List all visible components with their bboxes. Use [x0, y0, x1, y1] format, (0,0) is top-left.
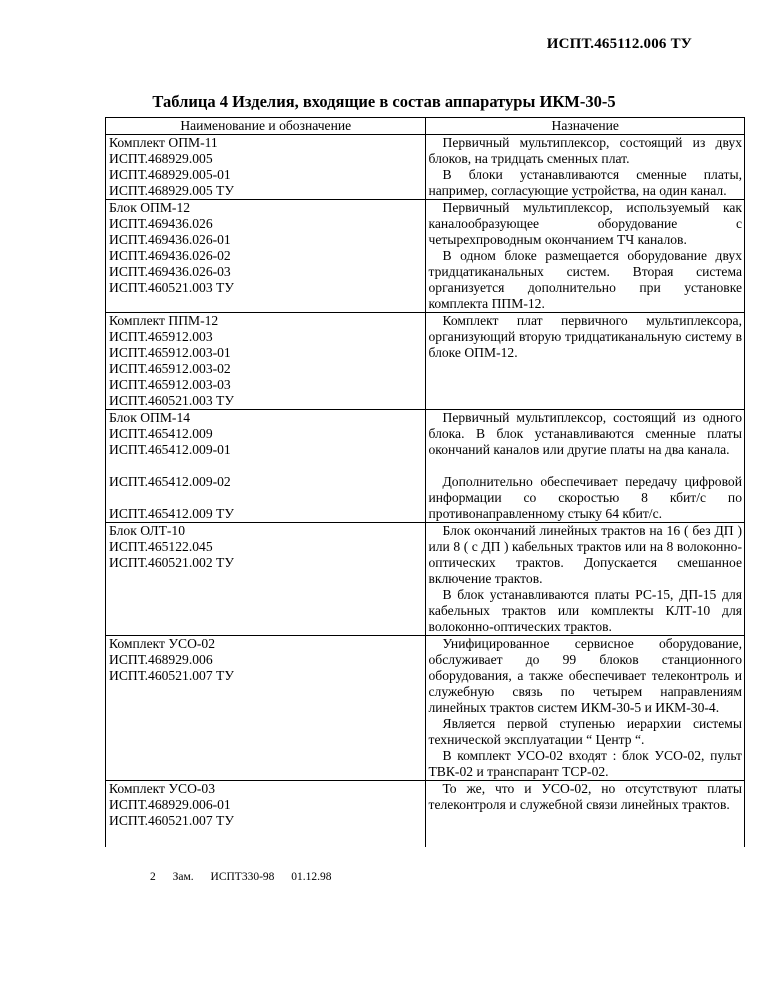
table-row — [106, 410, 745, 459]
designation-line: ИСПТ.469436.026-03 — [109, 264, 231, 279]
cell-name — [106, 781, 426, 830]
table-row — [106, 636, 745, 781]
purpose-paragraph: Первичный мультиплексор, состоящий из одного блока. В блок устанавливаются сменные платы окончаний каналов или другие платы на два канала. — [428, 410, 742, 457]
designation-line: ИСПТ.460521.007 ТУ — [109, 668, 234, 683]
change-document: ИСПТ330-98 — [210, 871, 275, 883]
purpose-paragraph: Первичный мультиплексор, используемый как каналообразующее оборудование с четырехпроводным окончанием ТЧ каналов. — [428, 200, 742, 247]
designation-line: ИСПТ.460521.002 ТУ — [109, 555, 234, 570]
table-caption: Таблица 4 Изделия, входящие в состав аппаратуры ИКМ-30-5 — [152, 92, 616, 111]
designation-line: ИСПТ.465912.003-01 — [109, 345, 231, 360]
designation-line — [109, 490, 423, 506]
designation-line: Блок ОПМ-12 — [109, 200, 191, 215]
table-row — [106, 313, 745, 410]
cell-name — [106, 135, 426, 200]
purpose-paragraph: Дополнительно обеспечивает передачу цифровой информации со скоростью 8 кбит/с по противонаправленному стыку 64 кбит/с. — [428, 474, 742, 521]
designation-line: ИСПТ.460521.003 ТУ — [109, 280, 234, 295]
purpose-paragraph: В комплект УСО-02 входят : блок УСО-02, пульт ТВК-02 и транспарант ТСР-02. — [428, 748, 742, 779]
designation-line: Блок ОЛТ-10 — [109, 523, 185, 538]
designation-line: ИСПТ.469436.026 — [109, 216, 213, 231]
table-row — [106, 781, 745, 830]
designation-line: ИСПТ.465912.003-03 — [109, 377, 231, 392]
designation-line: ИСПТ.465122.045 — [109, 539, 213, 554]
designation-line: ИСПТ.468929.006 — [109, 652, 213, 667]
designation-line: ИСПТ.465912.003 — [109, 329, 213, 344]
change-date: 01.12.98 — [291, 871, 332, 883]
cell-name — [106, 523, 426, 636]
cell-purpose — [425, 200, 745, 313]
cell-purpose — [425, 636, 745, 781]
designation-line: Блок ОПМ-14 — [109, 410, 191, 425]
designation-line: ИСПТ.465912.003-02 — [109, 361, 231, 376]
purpose-paragraph: Комплект плат первичного мультиплексора, организующий вторую тридцатиканальную систему в блоке ОПМ-12. — [428, 313, 742, 360]
designation-line: ИСПТ.468929.006-01 — [109, 797, 231, 812]
purpose-paragraph: Первичный мультиплексор, состоящий из двух блоков, на тридцать сменных плат. — [428, 135, 742, 166]
cell-purpose — [425, 135, 745, 200]
cell-purpose — [425, 523, 745, 636]
cell-name — [106, 313, 426, 410]
purpose-paragraph: В блок устанавливаются платы РС-15, ДП-15 для кабельных трактов или комплекты КЛТ-10 для волоконно-оптических трактов. — [428, 587, 742, 634]
designation-line: Комплект УСО-02 — [109, 636, 216, 651]
designation-line: ИСПТ.469436.026-01 — [109, 232, 231, 247]
cell-name — [106, 458, 426, 523]
designation-line: ИСПТ.468929.005 — [109, 151, 213, 166]
designation-line: ИСПТ.465412.009-01 — [109, 442, 231, 457]
designation-line: ИСПТ.468929.005 ТУ — [109, 183, 234, 198]
table-row — [106, 458, 745, 523]
cell-purpose — [425, 313, 745, 410]
designation-line: ИСПТ.460521.003 ТУ — [109, 393, 234, 408]
designation-line: Комплект УСО-03 — [109, 781, 216, 796]
cell-name — [106, 410, 426, 459]
cell-purpose — [425, 458, 745, 523]
change-label: Зам. — [172, 871, 194, 883]
designation-line: ИСПТ.469436.026-02 — [109, 248, 231, 263]
cell-name — [106, 636, 426, 781]
cell-purpose — [425, 410, 745, 459]
designation-line: ИСПТ.465412.009 — [109, 426, 213, 441]
designation-line: Комплект ОПМ-11 — [109, 135, 218, 150]
purpose-paragraph: Унифицированное сервисное оборудование, обслуживает до 99 блоков станционного оборудования, а также обеспечивает телеконтроль и служебную связь по четырем направлениям линейных трактов систем ИКМ-30-5 и ИКМ-30-4. — [428, 636, 742, 715]
designation-line: ИСПТ.460521.007 ТУ — [109, 813, 234, 828]
table-row — [106, 200, 745, 313]
cell-name — [106, 200, 426, 313]
cell-purpose — [425, 781, 745, 830]
document-id: ИСПТ.465112.006 ТУ — [546, 36, 692, 52]
designation-line: ИСПТ.468929.005-01 — [109, 167, 231, 182]
purpose-paragraph: То же, что и УСО-02, но отсутствуют платы телеконтроля и служебной связи линейных трактов. — [428, 781, 742, 812]
designation-line: ИСПТ.465412.009-02 — [109, 474, 231, 489]
purpose-paragraph: Является первой ступенью иерархии системы технической эксплуатации “ Центр “. — [428, 716, 742, 747]
designation-line: Комплект ППМ-12 — [109, 313, 219, 328]
change-number: 2 — [150, 871, 156, 883]
table-row — [106, 135, 745, 200]
column-header-purpose: Назначение — [425, 118, 745, 135]
change-footer — [150, 871, 346, 883]
purpose-paragraph: Блок окончаний линейных трактов на 16 ( без ДП ) или 8 ( с ДП ) кабельных трактов или на 8 волоконно-оптических трактов. Допускается смешанное включение трактов. — [428, 523, 742, 586]
designation-line: ИСПТ.465412.009 ТУ — [109, 506, 234, 521]
purpose-paragraph: В блоки устанавливаются сменные платы, например, согласующие устройства, на один канал. — [428, 167, 742, 198]
column-header-name: Наименование и обозначение — [106, 118, 426, 135]
purpose-paragraph: В одном блоке размещается оборудование двух тридцатиканальных систем. Вторая система организуется дополнительно при установке комплекта ППМ-12. — [428, 248, 742, 311]
table-row — [106, 523, 745, 636]
products-table — [105, 117, 745, 847]
